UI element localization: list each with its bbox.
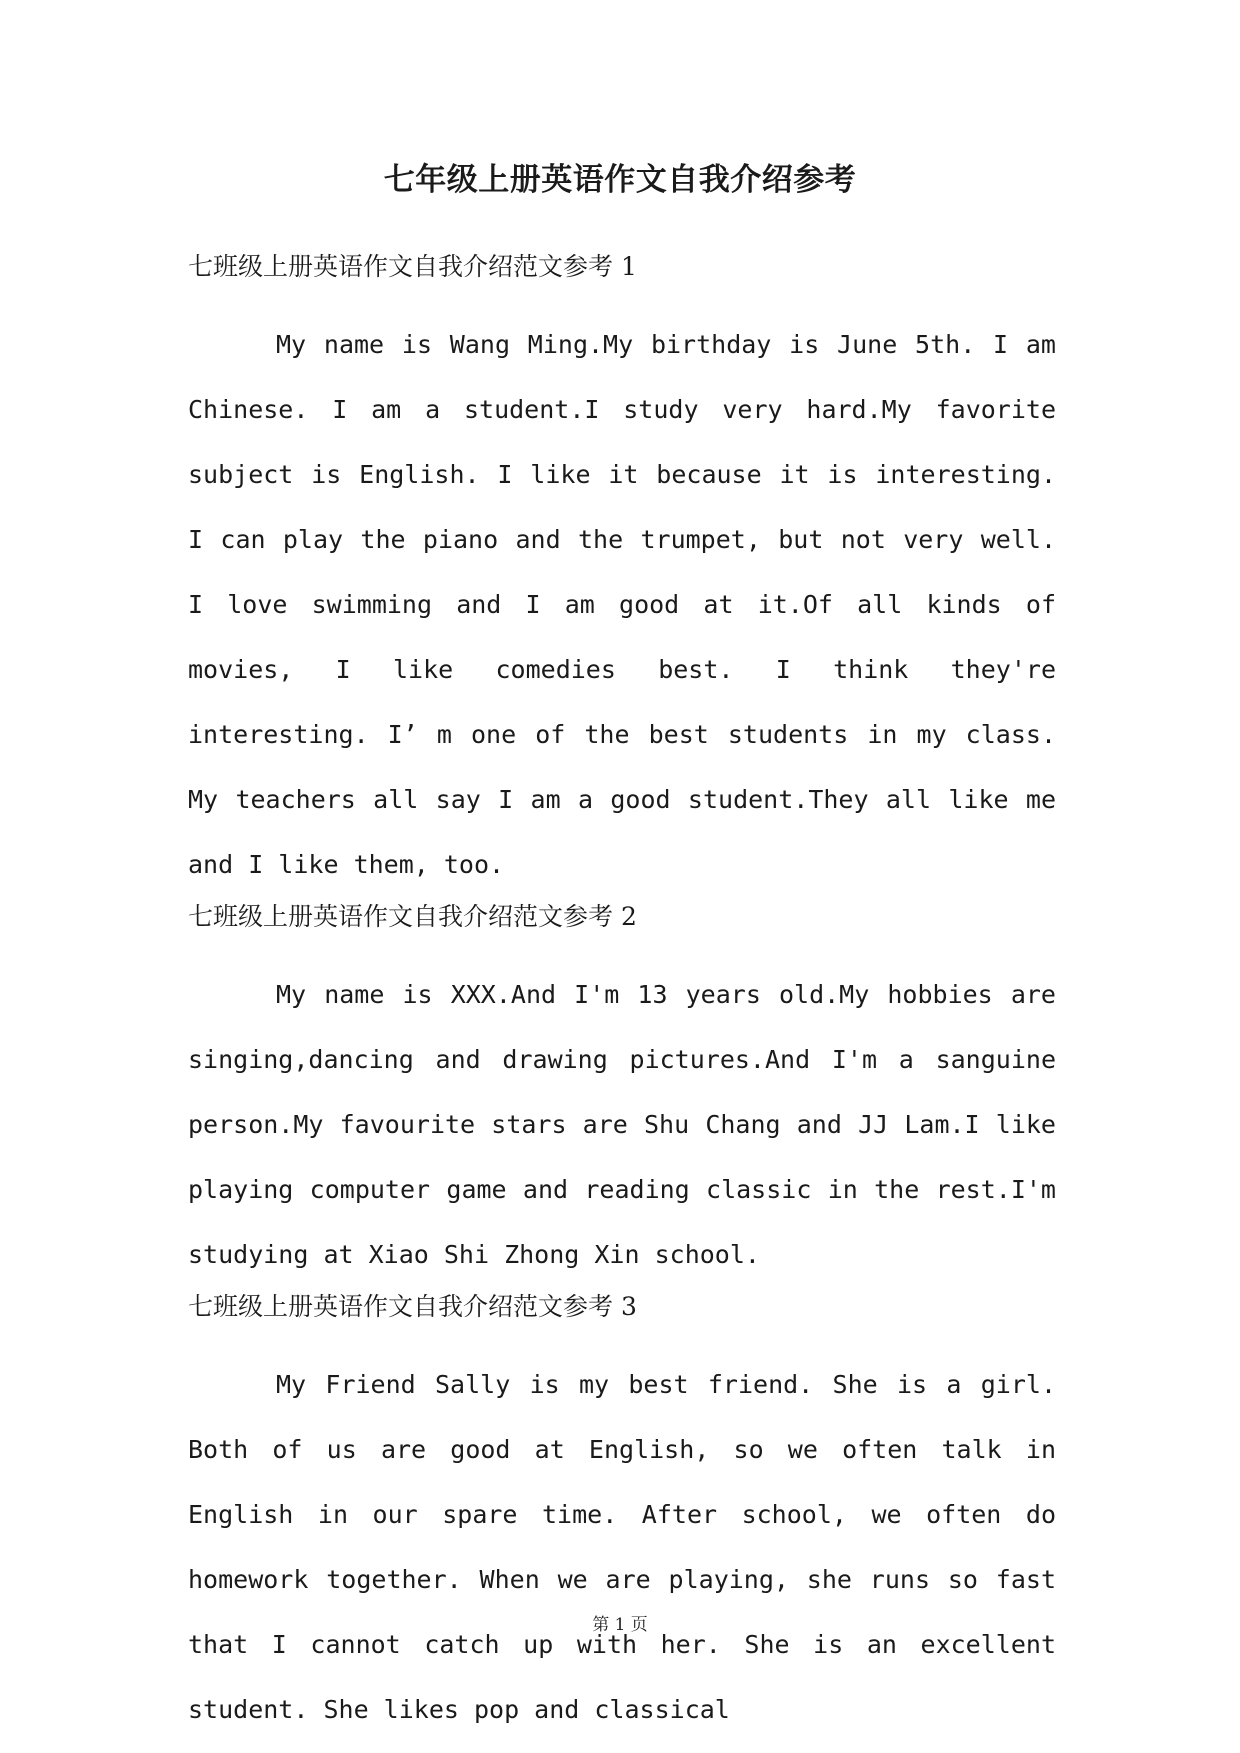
section-heading-2: 七班级上册英语作文自我介绍范文参考 2 <box>188 902 637 931</box>
section-paragraph-3: My Friend Sally is my best friend. She is a girl. Both of us are good at English, so we often talk in English in our spare time. After school, we often do homework together. When we are playing, she runs so fast that I cannot catch up with her. She is an excellent student. She likes pop and classical <box>188 1370 1056 1724</box>
section-paragraph-1: My name is Wang Ming.My birthday is June 5th. I am Chinese. I am a student.I study very hard.My favorite subject is English. I like it because it is interesting. I can play the piano and the trumpet, but not very well. I love swimming and I am good at it.Of all kinds of movies, I like comedies best. I think they're interesting. I’ m one of the best students in my class. My teachers all say I am a good student.They all like me and I like them, too. <box>188 330 1056 879</box>
section-paragraph-2: My name is XXX.And I'm 13 years old.My hobbies are singing,dancing and drawing pictures.And I'm a sanguine person.My favourite stars are Shu Chang and JJ Lam.I like playing computer game and reading classic in the rest.I'm studying at Xiao Shi Zhong Xin school. <box>188 980 1056 1269</box>
section-heading-1: 七班级上册英语作文自我介绍范文参考 1 <box>188 252 637 281</box>
document-title: 七年级上册英语作文自我介绍参考 <box>383 162 857 198</box>
section-heading-3: 七班级上册英语作文自我介绍范文参考 3 <box>188 1292 637 1321</box>
document-body <box>188 247 1056 1742</box>
page-number: 第 1 页 <box>592 1615 648 1635</box>
